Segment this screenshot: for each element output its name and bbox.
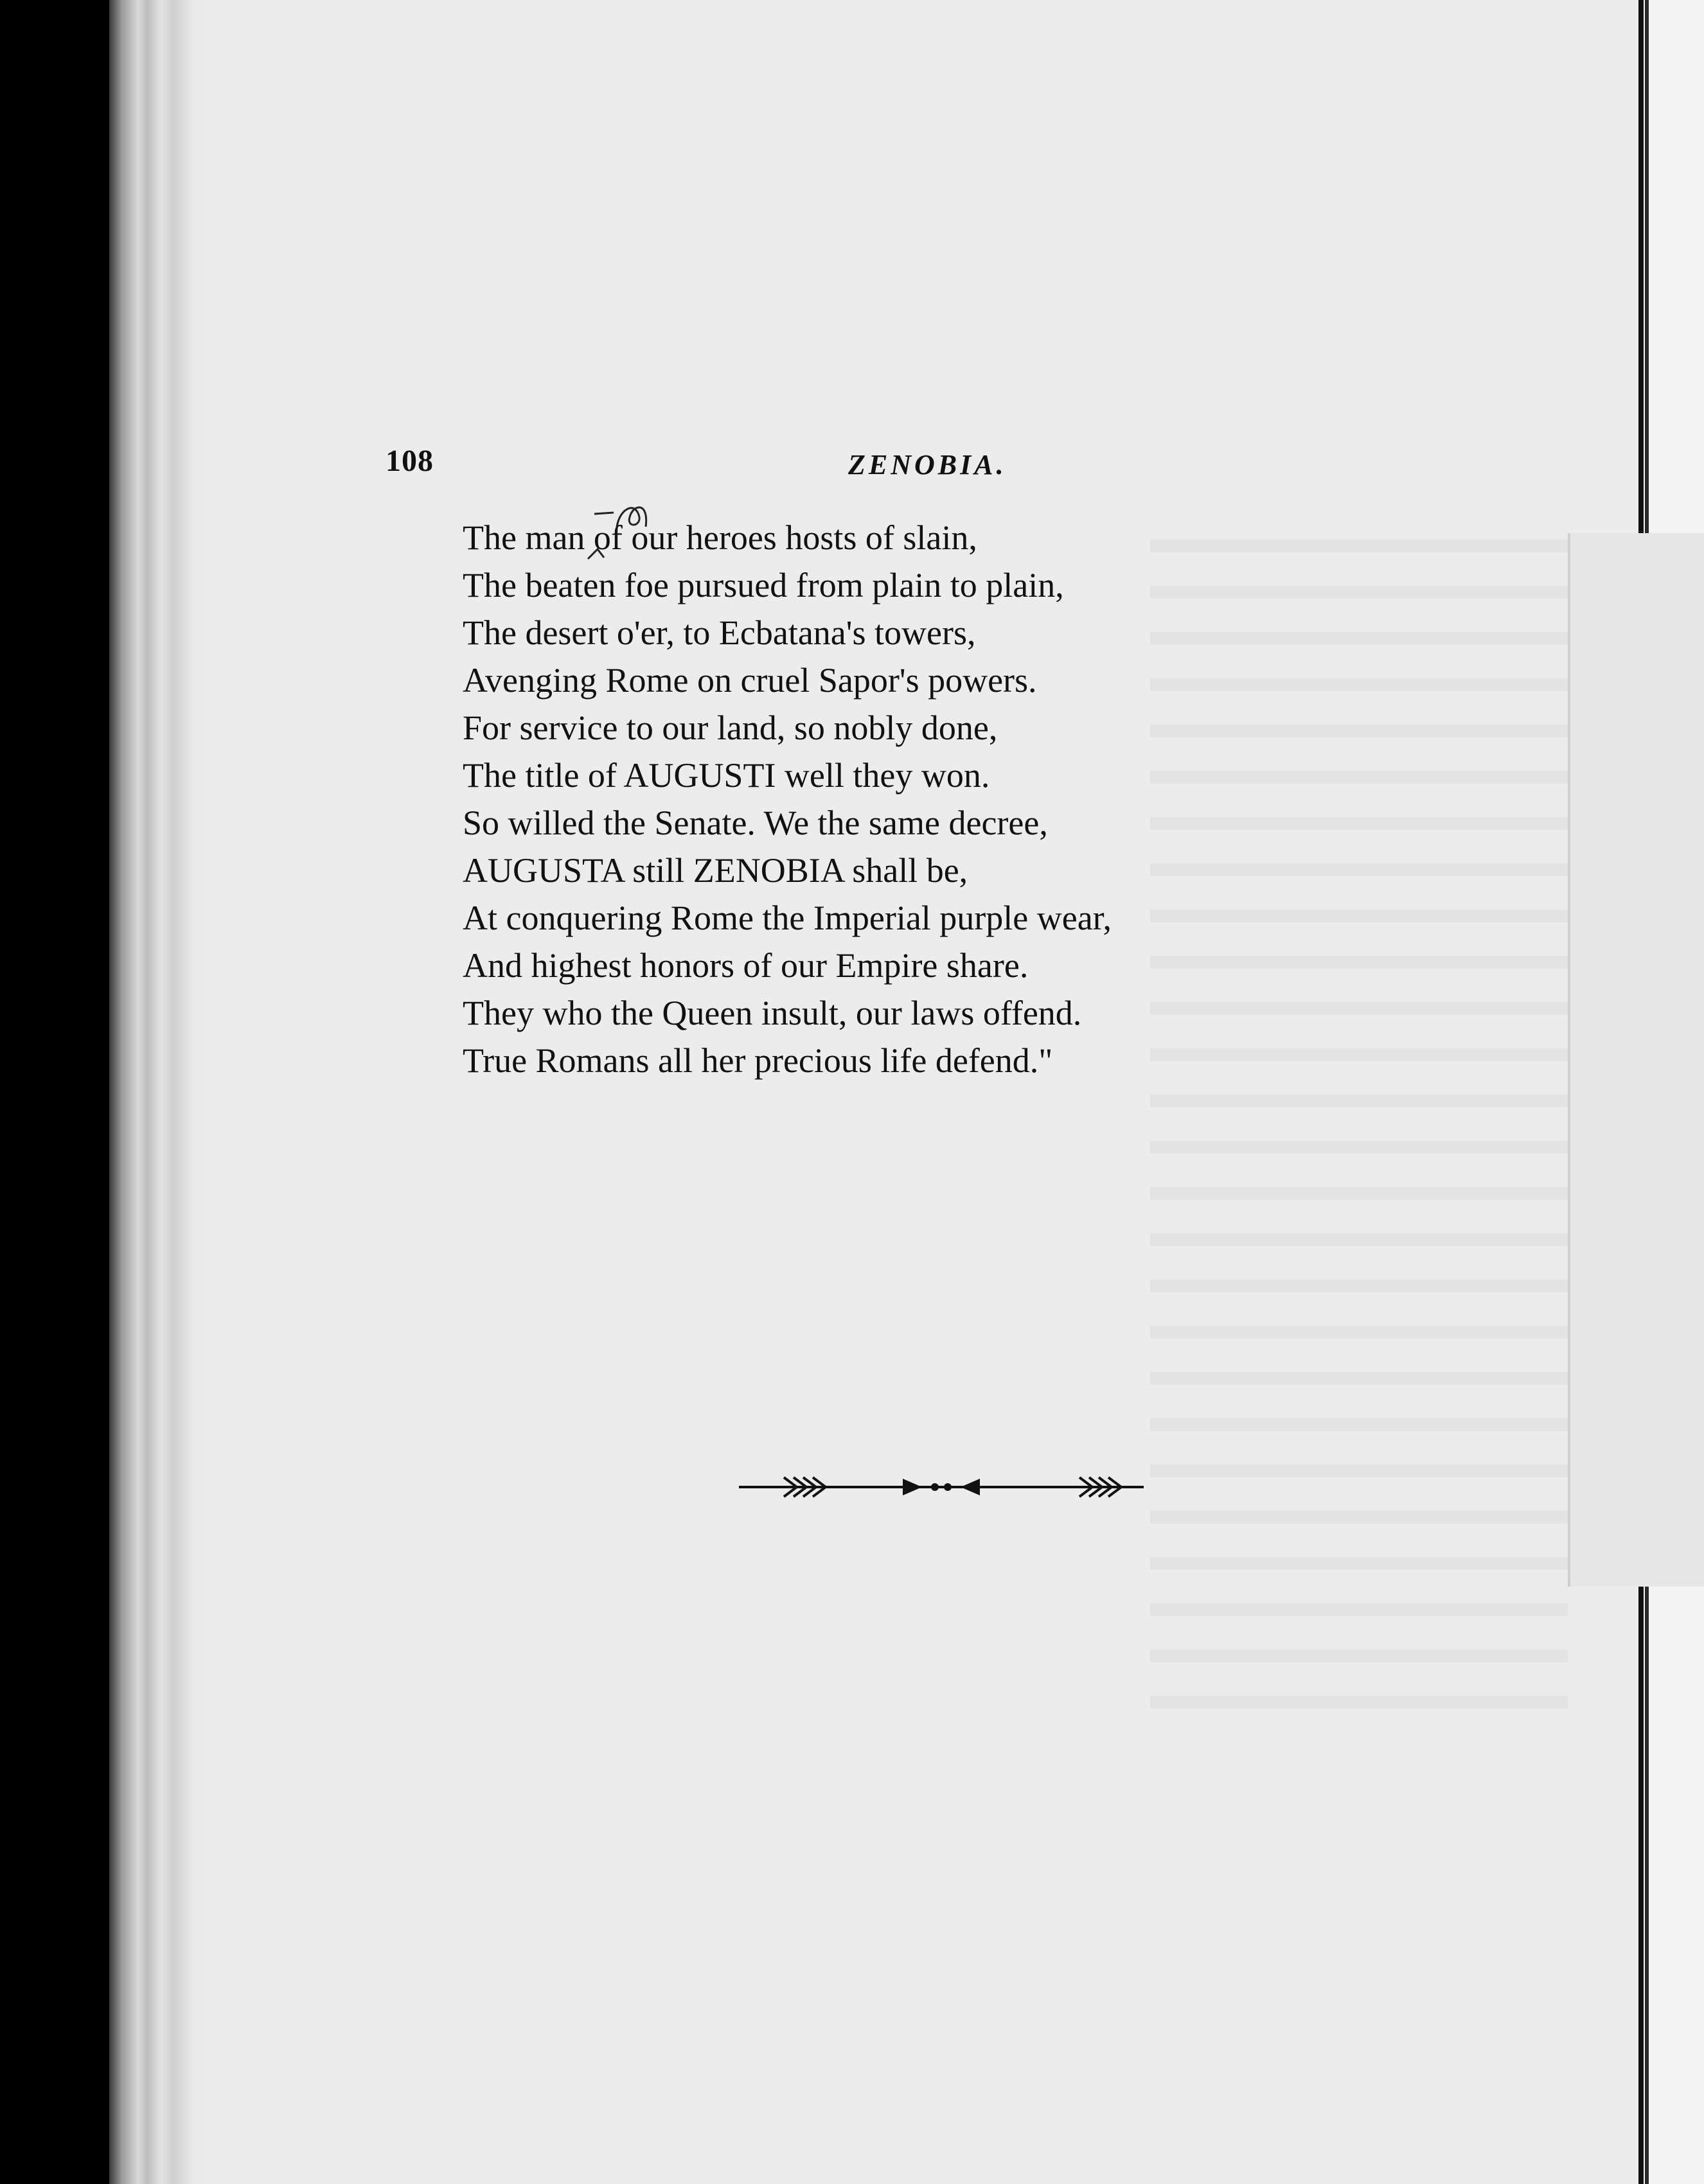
verse-line: The beaten foe pursued from plain to plain, xyxy=(463,566,1064,604)
page-number: 108 xyxy=(386,444,434,478)
verse-line: And highest honors of our Empire share. xyxy=(463,946,1029,985)
page-stack-edge xyxy=(109,0,212,2184)
verse-line: So willed the Senate. We the same decree, xyxy=(463,804,1048,842)
verse-line: At conquering Rome the Imperial purple wear, xyxy=(463,899,1112,937)
verse-line: The title of AUGUSTI well they won. xyxy=(463,756,990,795)
arrow-divider-ornament-icon xyxy=(739,1471,1144,1503)
inserted-slip xyxy=(1568,533,1704,1587)
verse-line: They who the Queen insult, our laws offend. xyxy=(463,994,1082,1032)
running-head xyxy=(386,443,1311,488)
poem-stanza xyxy=(463,514,1362,1084)
verse-line: Avenging Rome on cruel Sapor's powers. xyxy=(463,661,1037,700)
verse-line: AUGUSTA still ZENOBIA shall be, xyxy=(463,851,968,890)
verse-line: True Romans all her precious life defend." xyxy=(463,1041,1053,1080)
verse-line: The desert o'er, to Ecbatana's towers, xyxy=(463,613,976,652)
running-title: ZENOBIA. xyxy=(848,449,1007,480)
verse-line: The man of our heroes hosts of slain, xyxy=(463,518,977,557)
verse-line: For service to our land, so nobly done, xyxy=(463,709,998,747)
